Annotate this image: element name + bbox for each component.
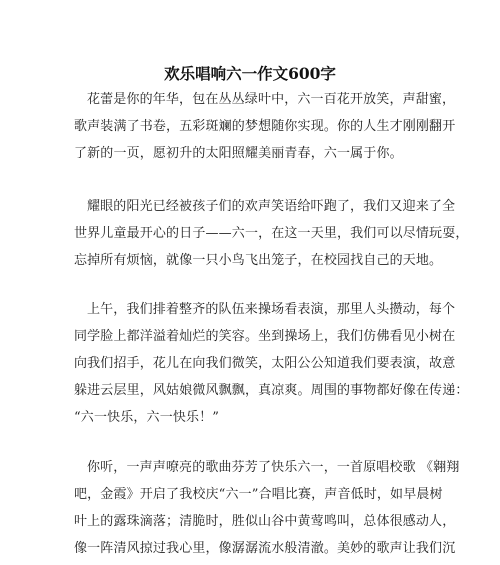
paragraph-line: 了新的一页，愿初升的太阳照耀美丽青春，六一属于你。	[74, 146, 403, 161]
paragraph-line: 耀眼的阳光已经被孩子们的欢声笑语给吓跑了，我们又迎来了全	[87, 199, 456, 214]
paragraph-line: “六一快乐，六一快乐！”	[74, 410, 220, 425]
paragraph-line: 忘掉所有烦恼，就像一只小鸟飞出笼子，在校园找自己的天地。	[74, 253, 443, 268]
paragraph-line: 世界儿童最开心的日子——六一，在这一天里，我们可以尽情玩耍，	[74, 226, 469, 241]
paragraph-line: 花蕾是你的年华，包在丛丛绿叶中，六一百花开放笑，声甜蜜，	[87, 92, 456, 107]
paragraph-line: 你听，一声声嘹亮的歌曲芬芳了快乐六一，一首原唱校歌 《翱翔	[87, 460, 460, 475]
paragraph-line: 吧，金霞》开启了我校庆“六一”合唱比赛，声音低时，如早晨树	[74, 487, 443, 502]
paragraph-line: 叶上的露珠滴落；清脆时，胜似山谷中黄莺鸣叫，总体很感动人，	[74, 514, 456, 529]
paragraph-line: 像一阵清风掠过我心里，像潺潺流水般清澈。美妙的歌声让我们沉	[74, 541, 456, 556]
document-title: 欢乐唱响六一作文600字	[164, 64, 336, 83]
paragraph-line: 同学脸上都洋溢着灿烂的笑容。坐到操场上，我们仿佛看见小树在	[74, 329, 456, 344]
paragraph-line: 躲进云层里，风姑娘微风飘飘，真凉爽。周围的事物都好像在传递：	[74, 383, 469, 398]
paragraph-2	[74, 193, 469, 274]
paragraph-line: 歌声装满了书卷，五彩斑斓的梦想随你实现。你的人生才刚刚翻开	[74, 119, 456, 134]
paragraph-4	[74, 454, 460, 562]
paragraph-3	[74, 296, 469, 431]
paragraph-1	[74, 86, 456, 167]
paragraph-line: 向我们招手，花儿在向我们微笑，太阳公公知道我们要表演，故意	[74, 356, 456, 371]
paragraph-line: 上午，我们排着整齐的队伍来操场看表演，那里人头攒动，每个	[87, 302, 456, 317]
